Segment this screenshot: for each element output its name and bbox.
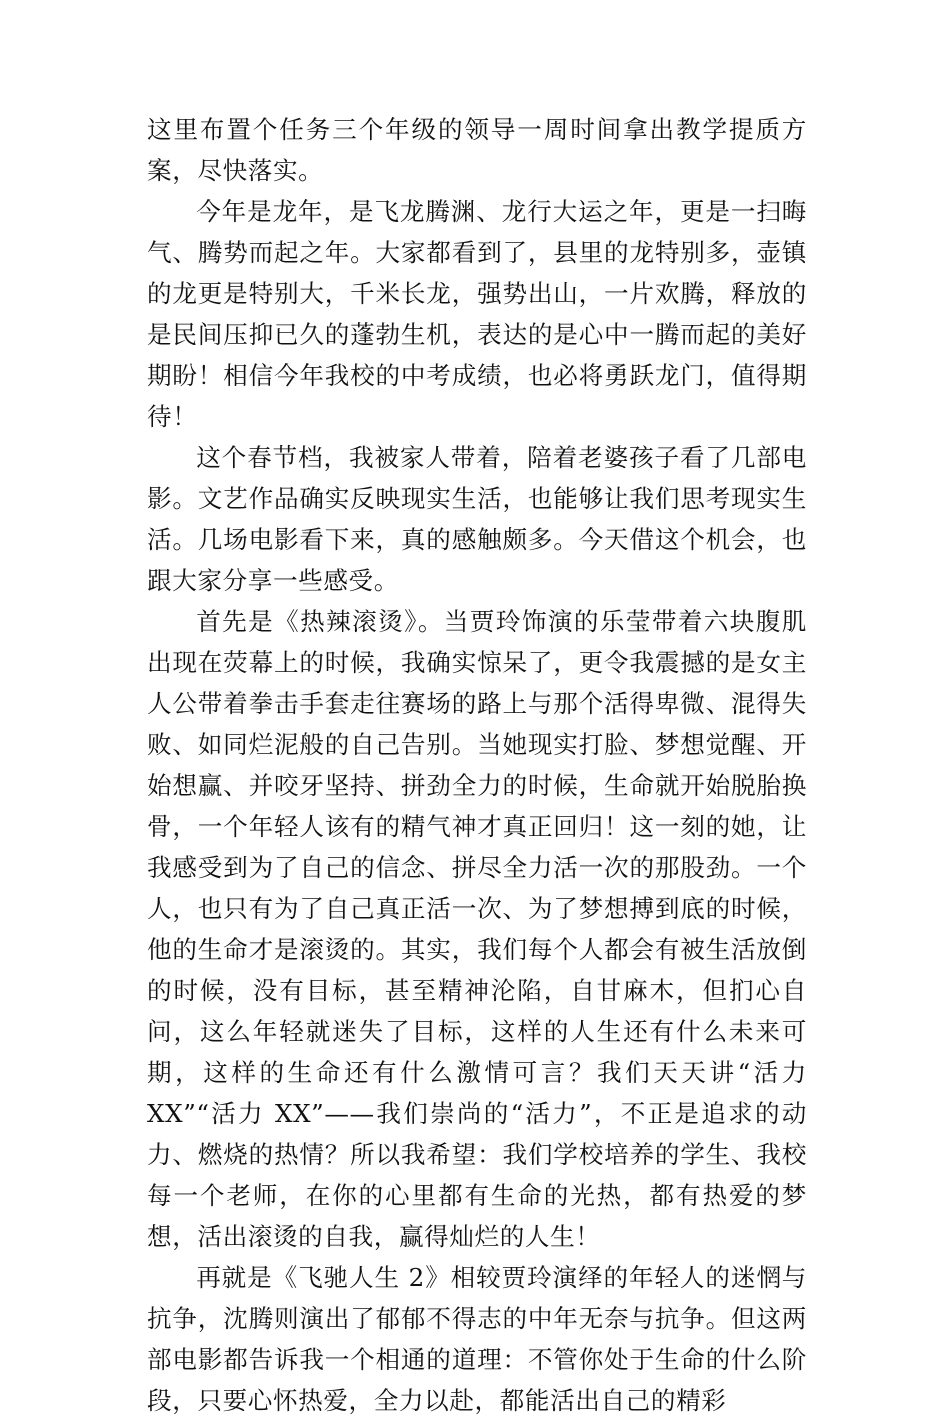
paragraph: 今年是龙年，是飞龙腾渊、龙行大运之年，更是一扫晦气、腾势而起之年。大家都看到了，县里的龙特别多，壶镇的龙更是特别大，千米长龙，强势出山，一片欢腾，释放的是民间压抑已久的蓬勃生机，表达的是心中一腾而起的美好期盼！相信今年我校的中考成绩，也必将勇跃龙门，值得期待！ <box>147 197 807 431</box>
paragraph: 再就是《飞驰人生 2》相较贾玲演绎的年轻人的迷惘与抗争，沈腾则演出了郁郁不得志的中年无奈与抗争。但这两部电影都告诉我一个相通的道理：不管你处于生命的什么阶段，只要心怀热爱，全力以赴，都能活出自己的精彩 <box>147 1263 807 1415</box>
paragraph: 这里布置个任务三个年级的领导一周时间拿出教学提质方案，尽快落实。 <box>147 115 807 185</box>
paragraph: 首先是《热辣滚烫》。当贾玲饰演的乐莹带着六块腹肌出现在荧幕上的时候，我确实惊呆了，更令我震撼的是女主人公带着拳击手套走往赛场的路上与那个活得卑微、混得失败、如同烂泥般的自己告别。当她现实打脸、梦想觉醒、开始想赢、并咬牙坚持、拼劲全力的时候，生命就开始脱胎换骨，一个年轻人该有的精气神才真正回归！这一刻的她，让我感受到为了自己的信念、拼尽全力活一次的那股劲。一个人，也只有为了自己真正活一次、为了梦想搏到底的时候，他的生命才是滚烫的。其实，我们每个人都会有被生活放倒的时候，没有目标，甚至精神沦陷，自甘麻木，但扪心自问，这么年轻就迷失了目标，这样的人生还有什么未来可期，这样的生命还有什么激情可言？我们天天讲“活力 XX”“活力 XX”——我们崇尚的“活力”，不正是追求的动力、燃烧的热情？所以我希望：我们学校培养的学生、我校每一个老师，在你的心里都有生命的光热，都有热爱的梦想，活出滚烫的自我，赢得灿烂的人生！ <box>147 607 807 1251</box>
document-body <box>147 109 807 1421</box>
paragraph: 这个春节档，我被家人带着，陪着老婆孩子看了几部电影。文艺作品确实反映现实生活，也能够让我们思考现实生活。几场电影看下来，真的感触颇多。今天借这个机会，也跟大家分享一些感受。 <box>147 443 807 595</box>
